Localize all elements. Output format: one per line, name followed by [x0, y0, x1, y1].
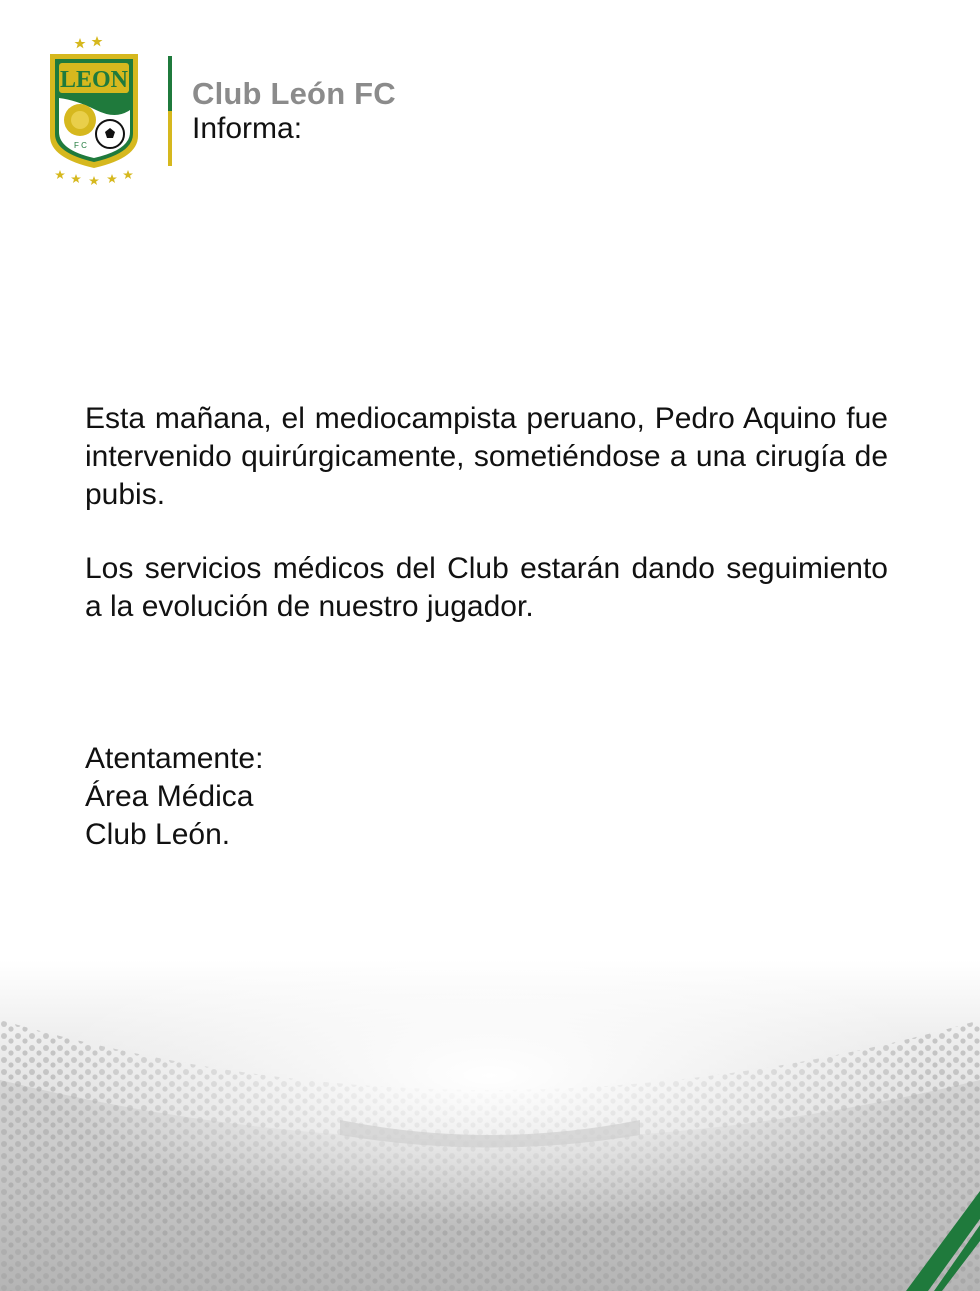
crest-initials: F C	[74, 141, 87, 150]
stars-bottom	[55, 170, 133, 185]
signature-club: Club León.	[85, 818, 231, 851]
green-corner-stripe	[890, 1161, 980, 1291]
club-name-heading: Club León FC	[192, 76, 396, 111]
club-leon-crest-logo	[46, 36, 142, 186]
signature-department: Área Médica	[85, 780, 254, 813]
signature-block	[85, 740, 263, 854]
stars-top	[75, 36, 103, 48]
stadium-crowd-watermark	[0, 960, 980, 1291]
informa-subtitle: Informa:	[192, 112, 303, 145]
letterhead	[46, 36, 466, 186]
header-divider	[168, 56, 172, 166]
paragraph-surgery: Esta mañana, el mediocampista peruano, Pedro Aquino fue intervenido quirúrgicamente, sometiéndose a una cirugía de pubis.	[85, 402, 888, 511]
signature-closing: Atentamente:	[85, 742, 264, 775]
crest-text: LEON	[59, 67, 129, 93]
announcement-body	[85, 400, 888, 662]
paragraph-followup: Los servicios médicos del Club estarán dando seguimiento a la evolución de nuestro jugador.	[85, 552, 888, 623]
